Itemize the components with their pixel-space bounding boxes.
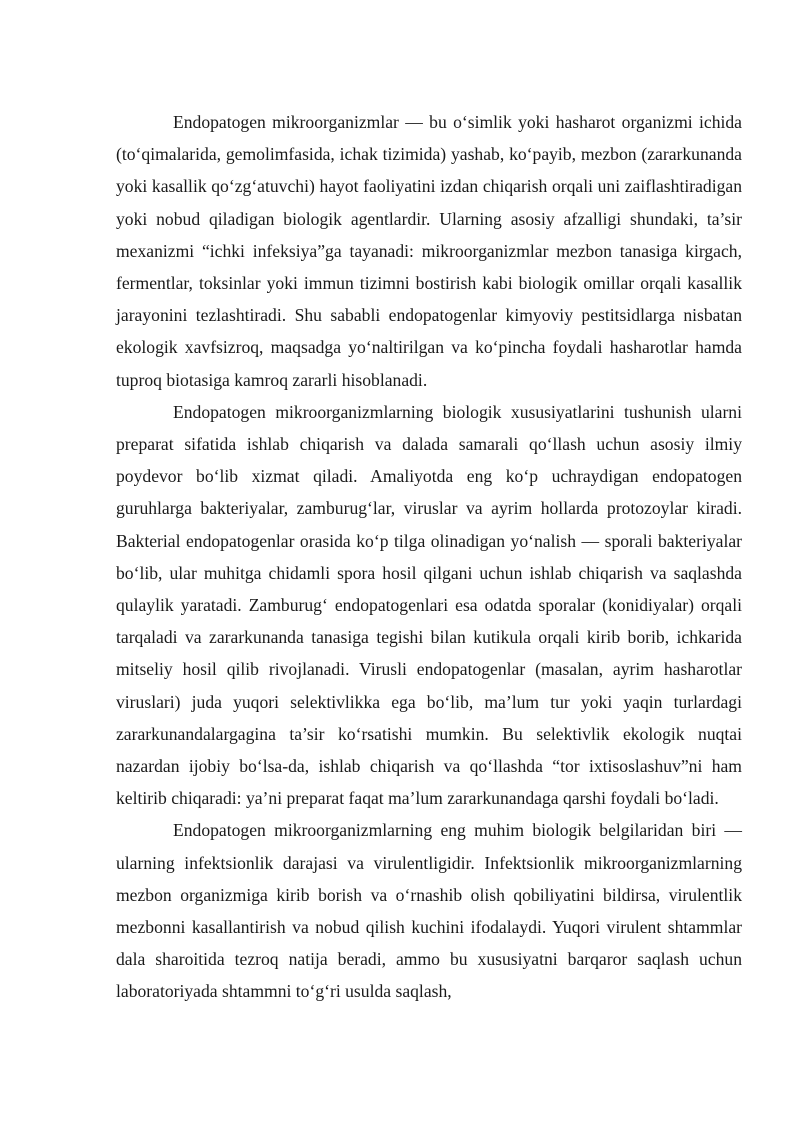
- document-page: [116, 106, 742, 1008]
- paragraph-3: Endopatogen mikroorganizmlarning eng muhim biologik belgilaridan biri — ularning infektsionlik darajasi va virulentligidir. Infektsionlik mikroorganizmlarning mezbon organizmiga kirib borish va o‘rnashib olish qobiliyatini bildirsa, virulentlik mezbonni kasallantirish va nobud qilish kuchini ifodalaydi. Yuqori virulent shtammlar dala sharoitida tezroq natija beradi, ammo bu xususiyatni barqaror saqlash uchun laboratoriyada shtammni to‘g‘ri usulda saqlash,: [116, 820, 742, 1002]
- paragraph-2: Endopatogen mikroorganizmlarning biologik xususiyatlarini tushunish ularni preparat sifatida ishlab chiqarish va dalada samarali qo‘llash uchun asosiy ilmiy poydevor bo‘lib xizmat qiladi. Amaliyotda eng ko‘p uchraydigan endopatogen guruhlarga bakteriyalar, zamburug‘lar, viruslar va ayrim hollarda protozoylar kiradi. Bakterial endopatogenlar orasida ko‘p tilga olinadigan yo‘nalish — sporali bakteriyalar bo‘lib, ular muhitga chidamli spora hosil qilgani uchun ishlab chiqarish va saqlashda qulaylik yaratadi. Zamburug‘ endopatogenlari esa odatda sporalar (konidiyalar) orqali tarqaladi va zararkunanda tanasiga tegishi bilan kutikula orqali kirib borib, ichkarida mitseliy hosil qilib rivojlanadi. Virusli endopatogenlar (masalan, ayrim hasharotlar viruslari) juda yuqori selektivlikka ega bo‘lib, ma’lum tur yoki yaqin turlardagi zararkunandalargagina ta’sir ko‘rsatishi mumkin. Bu selektivlik ekologik nuqtai nazardan ijobiy bo‘lsa-da, ishlab chiqarish va qo‘llashda “tor ixtisoslashuv”ni ham keltirib chiqaradi: ya’ni preparat faqat ma’lum zararkunandaga qarshi foydali bo‘ladi.: [116, 401, 742, 809]
- paragraph-1: Endopatogen mikroorganizmlar — bu o‘simlik yoki hasharot organizmi ichida (to‘qimalarida, gemolimfasida, ichak tizimida) yashab, ko‘payib, mezbon (zararkunanda yoki kasallik qo‘zg‘atuvchi) hayot faoliyatini izdan chiqarish orqali uni zaiflashtiradigan yoki nobud qiladigan biologik agentlardir. Ularning asosiy afzalligi shundaki, ta’sir mexanizmi “ichki infeksiya”ga tayanadi: mikroorganizmlar mezbon tanasiga kirgach, fermentlar, toksinlar yoki immun tizimni bostirish kabi biologik omillar orqali kasallik jarayonini tezlashtiradi. Shu sababli endopatogenlar kimyoviy pestitsidlarga nisbatan ekologik xavfsizroq, maqsadga yo‘naltirilgan va ko‘pincha foydali hasharotlar hamda tuproq biotasiga kamroq zararli hisoblanadi.: [116, 112, 742, 390]
